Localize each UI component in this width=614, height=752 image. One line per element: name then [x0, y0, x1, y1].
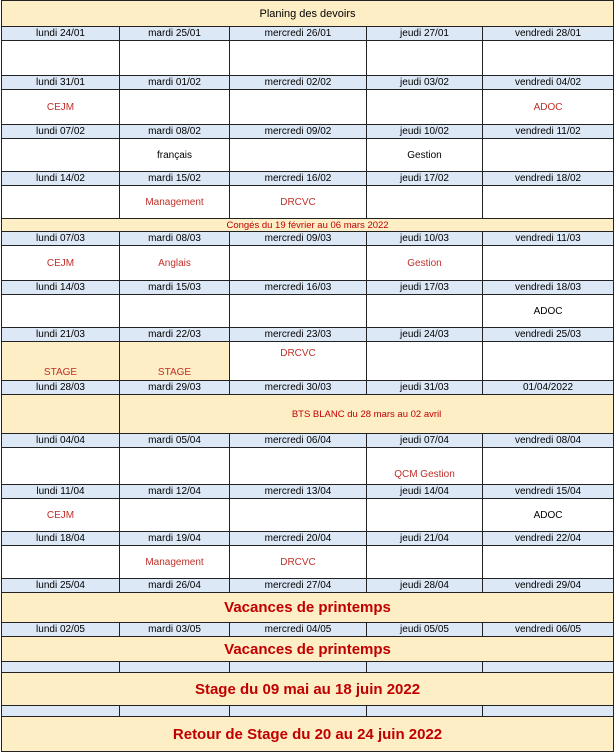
task-cell[interactable]: CEJM	[2, 499, 120, 532]
day-cell[interactable]: lundi 21/03	[2, 328, 120, 342]
task-cell[interactable]	[120, 499, 230, 532]
week-header	[2, 579, 614, 593]
week-tasks	[2, 295, 614, 328]
day-cell[interactable]: jeudi 24/03	[367, 328, 483, 342]
task-cell[interactable]	[483, 41, 614, 76]
bts-blanc-cell[interactable]: BTS BLANC du 28 mars au 02 avril	[120, 395, 614, 434]
day-cell[interactable]: mardi 29/03	[120, 381, 230, 395]
task-cell[interactable]	[230, 499, 367, 532]
week-tasks	[2, 186, 614, 219]
day-cell[interactable]: jeudi 05/05	[367, 623, 483, 637]
day-cell[interactable]: mercredi 20/04	[230, 532, 367, 546]
task-cell[interactable]	[2, 546, 120, 579]
week-tasks	[2, 342, 614, 381]
task-cell[interactable]	[367, 342, 483, 381]
day-cell[interactable]: lundi 11/04	[2, 485, 120, 499]
task-cell[interactable]	[120, 41, 230, 76]
task-cell[interactable]	[483, 246, 614, 281]
day-cell[interactable]: mardi 19/04	[120, 532, 230, 546]
task-cell[interactable]	[367, 295, 483, 328]
day-cell[interactable]: vendredi 25/03	[483, 328, 614, 342]
task-cell[interactable]	[483, 186, 614, 219]
task-cell[interactable]	[230, 41, 367, 76]
task-cell[interactable]: Management	[120, 186, 230, 219]
day-cell[interactable]: mardi 26/04	[120, 579, 230, 593]
day-cell[interactable]: vendredi 22/04	[483, 532, 614, 546]
task-cell[interactable]	[2, 295, 120, 328]
week-header	[2, 172, 614, 186]
task-cell[interactable]	[367, 90, 483, 125]
day-cell[interactable]: mercredi 06/04	[230, 434, 367, 448]
task-cell[interactable]	[483, 546, 614, 579]
day-cell[interactable]: lundi 02/05	[2, 623, 120, 637]
task-cell[interactable]: Gestion	[367, 139, 483, 172]
day-cell[interactable]: mercredi 09/02	[230, 125, 367, 139]
day-cell[interactable]: lundi 18/04	[2, 532, 120, 546]
day-cell[interactable]: lundi 24/01	[2, 27, 120, 41]
week-tasks	[2, 395, 614, 434]
task-cell[interactable]	[120, 448, 230, 485]
winter-break-banner: Congés du 19 février au 06 mars 2022	[2, 219, 614, 232]
planning-title: Planing des devoirs	[2, 1, 614, 27]
day-cell[interactable]: jeudi 21/04	[367, 532, 483, 546]
day-cell[interactable]: mardi 12/04	[120, 485, 230, 499]
day-cell[interactable]: lundi 07/03	[2, 232, 120, 246]
day-cell[interactable]: mercredi 09/03	[230, 232, 367, 246]
day-cell[interactable]: mercredi 23/03	[230, 328, 367, 342]
week-header	[2, 623, 614, 637]
day-cell[interactable]: jeudi 17/02	[367, 172, 483, 186]
task-cell[interactable]	[2, 186, 120, 219]
task-cell[interactable]	[367, 499, 483, 532]
day-cell[interactable]: mardi 15/02	[120, 172, 230, 186]
week-tasks	[2, 546, 614, 579]
task-cell[interactable]	[483, 342, 614, 381]
day-cell[interactable]: jeudi 27/01	[367, 27, 483, 41]
planning-sheet	[1, 0, 613, 752]
task-cell[interactable]: Gestion	[367, 246, 483, 281]
day-cell[interactable]: mardi 25/01	[120, 27, 230, 41]
day-cell[interactable]: jeudi 31/03	[367, 381, 483, 395]
task-cell[interactable]	[367, 186, 483, 219]
empty-header	[2, 706, 614, 717]
day-cell[interactable]: mercredi 16/03	[230, 281, 367, 295]
task-cell[interactable]: français	[120, 139, 230, 172]
day-cell[interactable]: vendredi 18/02	[483, 172, 614, 186]
day-cell[interactable]: vendredi 15/04	[483, 485, 614, 499]
task-cell[interactable]: QCM Gestion	[367, 448, 483, 485]
task-cell[interactable]: DRCVC	[230, 342, 367, 381]
week-tasks	[2, 139, 614, 172]
task-cell[interactable]: DRCVC	[230, 546, 367, 579]
task-cell[interactable]: DRCVC	[230, 186, 367, 219]
day-cell[interactable]: vendredi 08/04	[483, 434, 614, 448]
day-cell[interactable]: mardi 03/05	[120, 623, 230, 637]
day-cell[interactable]: mercredi 26/01	[230, 27, 367, 41]
day-cell[interactable]: jeudi 03/02	[367, 76, 483, 90]
week-header	[2, 27, 614, 41]
day-cell[interactable]: mercredi 13/04	[230, 485, 367, 499]
task-cell[interactable]: CEJM	[2, 90, 120, 125]
retour-stage-banner: Retour de Stage du 20 au 24 juin 2022	[2, 717, 614, 752]
week-tasks	[2, 41, 614, 76]
task-cell[interactable]	[483, 139, 614, 172]
task-cell[interactable]	[120, 90, 230, 125]
day-cell[interactable]: mardi 05/04	[120, 434, 230, 448]
day-cell[interactable]: jeudi 10/02	[367, 125, 483, 139]
task-cell	[2, 395, 120, 434]
day-cell[interactable]: lundi 04/04	[2, 434, 120, 448]
day-cell[interactable]: vendredi 29/04	[483, 579, 614, 593]
day-cell[interactable]: lundi 14/02	[2, 172, 120, 186]
week-header	[2, 381, 614, 395]
task-cell[interactable]	[120, 295, 230, 328]
task-cell[interactable]	[483, 448, 614, 485]
task-cell[interactable]	[230, 90, 367, 125]
day-cell[interactable]: mardi 08/02	[120, 125, 230, 139]
task-cell[interactable]	[2, 41, 120, 76]
task-cell[interactable]	[2, 139, 120, 172]
day-cell[interactable]: vendredi 04/02	[483, 76, 614, 90]
task-cell[interactable]: ADOC	[483, 295, 614, 328]
task-cell[interactable]: STAGE	[120, 342, 230, 381]
task-cell[interactable]: ADOC	[483, 499, 614, 532]
day-cell[interactable]: jeudi 10/03	[367, 232, 483, 246]
week-header	[2, 485, 614, 499]
week-header	[2, 434, 614, 448]
day-cell[interactable]: 01/04/2022	[483, 381, 614, 395]
day-cell[interactable]: mardi 08/03	[120, 232, 230, 246]
week-tasks	[2, 448, 614, 485]
week-tasks	[2, 499, 614, 532]
day-cell[interactable]: lundi 07/02	[2, 125, 120, 139]
day-cell[interactable]: lundi 25/04	[2, 579, 120, 593]
task-cell[interactable]	[230, 139, 367, 172]
task-cell[interactable]	[367, 41, 483, 76]
day-cell[interactable]: vendredi 28/01	[483, 27, 614, 41]
task-cell[interactable]: STAGE	[2, 342, 120, 381]
day-cell[interactable]: mercredi 30/03	[230, 381, 367, 395]
planning-table	[1, 0, 614, 752]
week-header	[2, 125, 614, 139]
week-header	[2, 328, 614, 342]
vacances-banner: Vacances de printemps	[2, 637, 614, 662]
week-tasks	[2, 90, 614, 125]
day-cell[interactable]: jeudi 14/04	[367, 485, 483, 499]
day-cell[interactable]: mardi 22/03	[120, 328, 230, 342]
task-cell[interactable]	[367, 546, 483, 579]
day-cell[interactable]: mercredi 02/02	[230, 76, 367, 90]
task-cell[interactable]: Anglais	[120, 246, 230, 281]
task-cell[interactable]: Management	[120, 546, 230, 579]
task-cell[interactable]	[230, 246, 367, 281]
day-cell[interactable]: mardi 15/03	[120, 281, 230, 295]
day-cell[interactable]: mardi 01/02	[120, 76, 230, 90]
day-cell[interactable]: mercredi 04/05	[230, 623, 367, 637]
vacances-banner: Vacances de printemps	[2, 593, 614, 623]
day-cell[interactable]: jeudi 28/04	[367, 579, 483, 593]
day-cell[interactable]: lundi 14/03	[2, 281, 120, 295]
day-cell[interactable]: lundi 28/03	[2, 381, 120, 395]
task-cell[interactable]: CEJM	[2, 246, 120, 281]
day-cell[interactable]: jeudi 17/03	[367, 281, 483, 295]
day-cell[interactable]: mercredi 27/04	[230, 579, 367, 593]
task-cell[interactable]	[2, 448, 120, 485]
day-cell[interactable]: vendredi 06/05	[483, 623, 614, 637]
task-cell[interactable]	[230, 295, 367, 328]
day-cell[interactable]: vendredi 11/02	[483, 125, 614, 139]
day-cell[interactable]: vendredi 11/03	[483, 232, 614, 246]
day-cell[interactable]: jeudi 07/04	[367, 434, 483, 448]
week-header	[2, 76, 614, 90]
week-header	[2, 232, 614, 246]
task-cell[interactable]: ADOC	[483, 90, 614, 125]
empty-header	[2, 662, 614, 673]
stage-banner: Stage du 09 mai au 18 juin 2022	[2, 673, 614, 706]
day-cell[interactable]: mercredi 16/02	[230, 172, 367, 186]
task-cell[interactable]	[230, 448, 367, 485]
week-header	[2, 532, 614, 546]
week-tasks	[2, 246, 614, 281]
day-cell[interactable]: lundi 31/01	[2, 76, 120, 90]
day-cell[interactable]: vendredi 18/03	[483, 281, 614, 295]
week-header	[2, 281, 614, 295]
